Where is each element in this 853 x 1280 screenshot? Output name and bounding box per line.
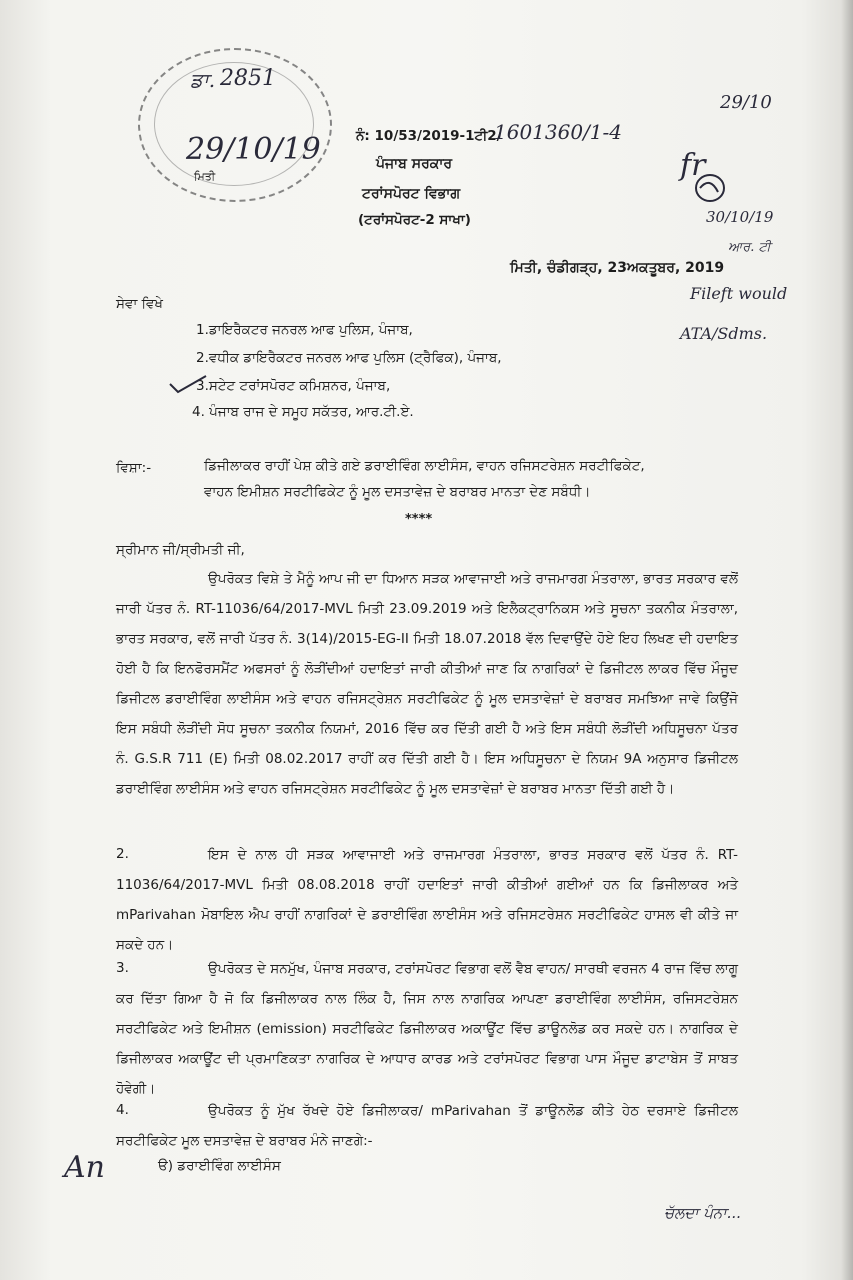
salutation-to: ਸੇਵਾ ਵਿਖੇ bbox=[116, 296, 163, 312]
paragraph-number-3: 3. bbox=[116, 960, 129, 976]
subject-label: ਵਿਸ਼ਾ:- bbox=[116, 460, 152, 476]
note-file: Fileft would bbox=[690, 284, 788, 303]
stamp-number-label: ਡਾ. bbox=[190, 68, 216, 92]
paragraph-number-2: 2. bbox=[116, 846, 129, 862]
initials-scribble bbox=[690, 170, 730, 206]
page-edge-shadow bbox=[841, 0, 853, 1280]
note-top-right: 29/10 bbox=[720, 92, 772, 113]
paragraph-4: ਉਪਰੋਕਤ ਨੂੰ ਮੁੱਖ ਰੱਖਦੇ ਹੋਏ ਡਿਜੀਲਾਕਰ/ mParivahan ਤੋਂ ਡਾਊਨਲੋਡ ਕੀਤੇ ਹੇਠ ਦਰਸਾਏ ਡਿਜੀਟਲ ਸਰਟੀਫਿਕੇਟ ਮੂਲ ਦਸਤਾਵੇਜ਼ ਦੇ ਬਰਾਬਰ ਮੰਨੇ ਜਾਣਗੇ:- bbox=[116, 1103, 738, 1149]
recipient-3: 3.ਸਟੇਟ ਟਰਾਂਸਪੋਰਟ ਕਮਿਸ਼ਨਰ, ਪੰਜਾਬ, bbox=[196, 378, 391, 394]
note-initials: fr bbox=[680, 148, 706, 183]
stamp-number: 2851 bbox=[220, 66, 276, 91]
paragraph-1: ਉਪਰੋਕਤ ਵਿਸ਼ੇ ਤੇ ਮੈਨੂੰ ਆਪ ਜੀ ਦਾ ਧਿਆਨ ਸੜਕ ਆਵਾਜਾਈ ਅਤੇ ਰਾਜਮਾਰਗ ਮੰਤਰਾਲਾ, ਭਾਰਤ ਸਰਕਾਰ ਵਲੋਂ ਜਾਰੀ ਪੱਤਰ ਨੰ. RT-11036/64/2017-MVL ਮਿਤੀ 23.09.2019 ਅਤੇ ਇਲੈਕਟ੍ਰਾਨਿਕਸ ਅਤੇ ਸੂਚਨਾ ਤਕਨੀਕ ਮੰਤਰਾਲਾ, ਭਾਰਤ ਸਰਕਾਰ, ਵਲੋਂ ਜਾਰੀ ਪੱਤਰ ਨੰ. 3(14)/2015-EG-II ਮਿਤੀ 18.07.2018 ਵੱਲ ਦਿਵਾਉਂਦੇ ਹੋਏ ਇਹ ਲਿਖਣ ਦੀ ਹਦਾਇਤ ਹੋਈ ਹੈ ਕਿ ਇਨਫੋਰਸਮੈਂਟ ਅਫਸਰਾਂ ਨੂੰ ਲੋੜੀਂਦੀਆਂ ਹਦਾਇਤਾਂ ਜਾਰੀ ਕੀਤੀਆਂ ਜਾਣ ਕਿ ਨਾਗਰਿਕਾਂ ਦੇ ਡਿਜੀਟਲ ਲਾਕਰ ਵਿੱਚ ਮੌਜੂਦ ਡਿਜੀਟਲ ਡਰਾਈਵਿੰਗ ਲਾਈਸੰਸ ਅਤੇ ਵਾਹਨ ਰਜਿਸਟ੍ਰੇਸ਼ਨ ਸਰਟੀਫਿਕੇਟ ਨੂੰ ਮੂਲ ਦਸਤਾਵੇਜ਼ਾਂ ਦੇ ਬਰਾਬਰ ਸਮਝਿਆ ਜਾਵੇ ਕਿਉਂਜੋ ਇਸ ਸਬੰਧੀ ਲੋੜੀਂਦੀ ਸੋਧ ਸੂਚਨਾ ਤਕਨੀਕ ਨਿਯਮਾਂ, 2016 ਵਿੱਚ ਕਰ ਦਿੱਤੀ ਗਈ ਹੈ ਅਤੇ ਇਸ ਸਬੰਧੀ ਲੋੜੀਂਦੀ ਅਧਿਸੂਚਨਾ ਪੱਤਰ ਨੰ. G.S.R 711 (E) ਮਿਤੀ 08.02.2017 ਰਾਹੀਂ ਕਰ ਦਿੱਤੀ ਗਈ ਹੈ। ਇਸ ਅਧਿਸੂਚਨਾ ਦੇ ਨਿਯਮ 9A ਅਨੁਸਾਰ ਡਿਜੀਟਲ ਡਰਾਈਵਿੰਗ ਲਾਈਸੰਸ ਅਤੇ ਵਾਹਨ ਰਜਿਸਟ੍ਰੇਸ਼ਨ ਸਰਟੀਫਿਕੇਟ ਨੂੰ ਮੂਲ ਦਸਤਾਵੇਜ਼ਾਂ ਦੇ ਬਰਾਬਰ ਮਾਨਤਾ ਦਿੱਤੀ ਗਈ ਹੈ। bbox=[116, 571, 738, 797]
recipient-4: 4. ਪੰਜਾਬ ਰਾਜ ਦੇ ਸਮੂਹ ਸਕੱਤਰ, ਆਰ.ਟੀ.ਏ. bbox=[192, 404, 414, 420]
subject-line-1: ਡਿਜੀਲਾਕਰ ਰਾਹੀਂ ਪੇਸ਼ ਕੀਤੇ ਗਏ ਡਰਾਈਵਿੰਗ ਲਾਈਸੰਸ, ਵਾਹਨ ਰਜਿਸਟਰੇਸ਼ਨ ਸਰਟੀਫਿਕੇਟ, bbox=[204, 458, 645, 474]
note-ata: ATA/Sdms. bbox=[680, 324, 768, 343]
paragraph-2: ਇਸ ਦੇ ਨਾਲ ਹੀ ਸੜਕ ਆਵਾਜਾਈ ਅਤੇ ਰਾਜਮਾਰਗ ਮੰਤਰਾਲਾ, ਭਾਰਤ ਸਰਕਾਰ ਵਲੋਂ ਪੱਤਰ ਨੰ. RT-11036/64/2017-MVL ਮਿਤੀ 08.08.2018 ਰਾਹੀਂ ਹਦਾਇਤਾਂ ਜਾਰੀ ਕੀਤੀਆਂ ਗਈਆਂ ਹਨ ਕਿ ਡਿਜੀਲਾਕਰ ਅਤੇ mParivahan ਮੋਬਾਇਲ ਐਪ ਰਾਹੀਂ ਨਾਗਰਿਕਾਂ ਦੇ ਡਰਾਈਵਿੰਗ ਲਾਈਸੰਸ ਅਤੇ ਰਜਿਸਟਰੇਸ਼ਨ ਸਰਟੀਫਿਕੇਟ ਹਾਸਲ ਵੀ ਕੀਤੇ ਜਾ ਸਕਦੇ ਹਨ। bbox=[116, 847, 738, 953]
paragraph-number-4: 4. bbox=[116, 1102, 129, 1118]
subject-line-2: ਵਾਹਨ ਇਮੀਸ਼ਨ ਸਰਟੀਫਿਕੇਟ ਨੂੰ ਮੂਲ ਦਸਤਾਵੇਜ਼ ਦੇ ਬਰਾਬਰ ਮਾਨਤਾ ਦੇਣ ਸਬੰਧੀ। bbox=[204, 484, 591, 500]
subject-separator: **** bbox=[405, 512, 433, 527]
recipient-1: 1.ਡਾਇਰੈਕਟਰ ਜਨਰਲ ਆਫ ਪੁਲਿਸ, ਪੰਜਾਬ, bbox=[196, 322, 413, 338]
greeting: ਸ੍ਰੀਮਾਨ ਜੀ/ਸ੍ਰੀਮਤੀ ਜੀ, bbox=[116, 542, 245, 558]
note-adv: ਆਰ. ਟੀ bbox=[728, 240, 771, 255]
header-department: ਟਰਾਂਸਪੋਰਟ ਵਿਭਾਗ bbox=[362, 186, 461, 202]
reference-number: ਨੰ: 10/53/2019-1ਟੀ2/ bbox=[356, 128, 502, 144]
recipient-2: 2.ਵਧੀਕ ਡਾਇਰੈਕਟਰ ਜਨਰਲ ਆਫ ਪੁਲਿਸ (ਟ੍ਰੈਫਿਕ), ਪੰਜਾਬ, bbox=[196, 350, 502, 366]
stamp-date-label: ਮਿਤੀ bbox=[194, 170, 216, 183]
letter-date: ਮਿਤੀ, ਚੰਡੀਗੜ੍ਹ, 23ਅਕਤੂਬਰ, 2019 bbox=[510, 260, 725, 276]
left-margin-mark: An bbox=[64, 1150, 105, 1185]
reference-handwritten: 1601360/1-4 bbox=[494, 120, 623, 144]
footer-continued: ਚੱਲਦਾ ਪੰਨਾ... bbox=[664, 1204, 741, 1222]
header-branch: (ਟਰਾਂਸਪੋਰਟ-2 ਸਾਖਾ) bbox=[358, 212, 471, 228]
list-item-driving-licence: ੳ) ਡਰਾਈਵਿੰਗ ਲਾਈਸੰਸ bbox=[158, 1158, 281, 1174]
tick-mark bbox=[168, 374, 208, 396]
note-date: 30/10/19 bbox=[706, 208, 774, 226]
paragraph-3: ਉਪਰੋਕਤ ਦੇ ਸਨਮੁੱਖ, ਪੰਜਾਬ ਸਰਕਾਰ, ਟਰਾਂਸਪੋਰਟ ਵਿਭਾਗ ਵਲੋਂ ਵੈਬ ਵਾਹਨ/ ਸਾਰਥੀ ਵਰਜਨ 4 ਰਾਜ ਵਿੱਚ ਲਾਗੂ ਕਰ ਦਿੱਤਾ ਗਿਆ ਹੈ ਜੋ ਕਿ ਡਿਜੀਲਾਕਰ ਨਾਲ ਲਿੰਕ ਹੈ, ਜਿਸ ਨਾਲ ਨਾਗਰਿਕ ਆਪਣਾ ਡਰਾਈਵਿੰਗ ਲਾਈਸੰਸ, ਰਜਿਸਟਰੇਸ਼ਨ ਸਰਟੀਫਿਕੇਟ ਅਤੇ ਇਮੀਸ਼ਨ (emission) ਸਰਟੀਫਿਕੇਟ ਡਿਜੀਲਾਕਰ ਅਕਾਊਂਟ ਵਿੱਚ ਡਾਊਨਲੋਡ ਕਰ ਸਕਦੇ ਹਨ। ਨਾਗਰਿਕ ਦੇ ਡਿਜੀਲਾਕਰ ਅਕਾਊਂਟ ਦੀ ਪ੍ਰਮਾਣਿਕਤਾ ਨਾਗਰਿਕ ਦੇ ਆਧਾਰ ਕਾਰਡ ਅਤੇ ਟਰਾਂਸਪੋਰਟ ਵਿਭਾਗ ਪਾਸ ਮੌਜੂਦ ਡਾਟਾਬੇਸ ਤੋਂ ਸਾਬਤ ਹੋਵੇਗੀ। bbox=[116, 961, 738, 1097]
stamp-handwritten-date: 29/10/19 bbox=[186, 132, 321, 167]
header-government: ਪੰਜਾਬ ਸਰਕਾਰ bbox=[376, 156, 453, 172]
